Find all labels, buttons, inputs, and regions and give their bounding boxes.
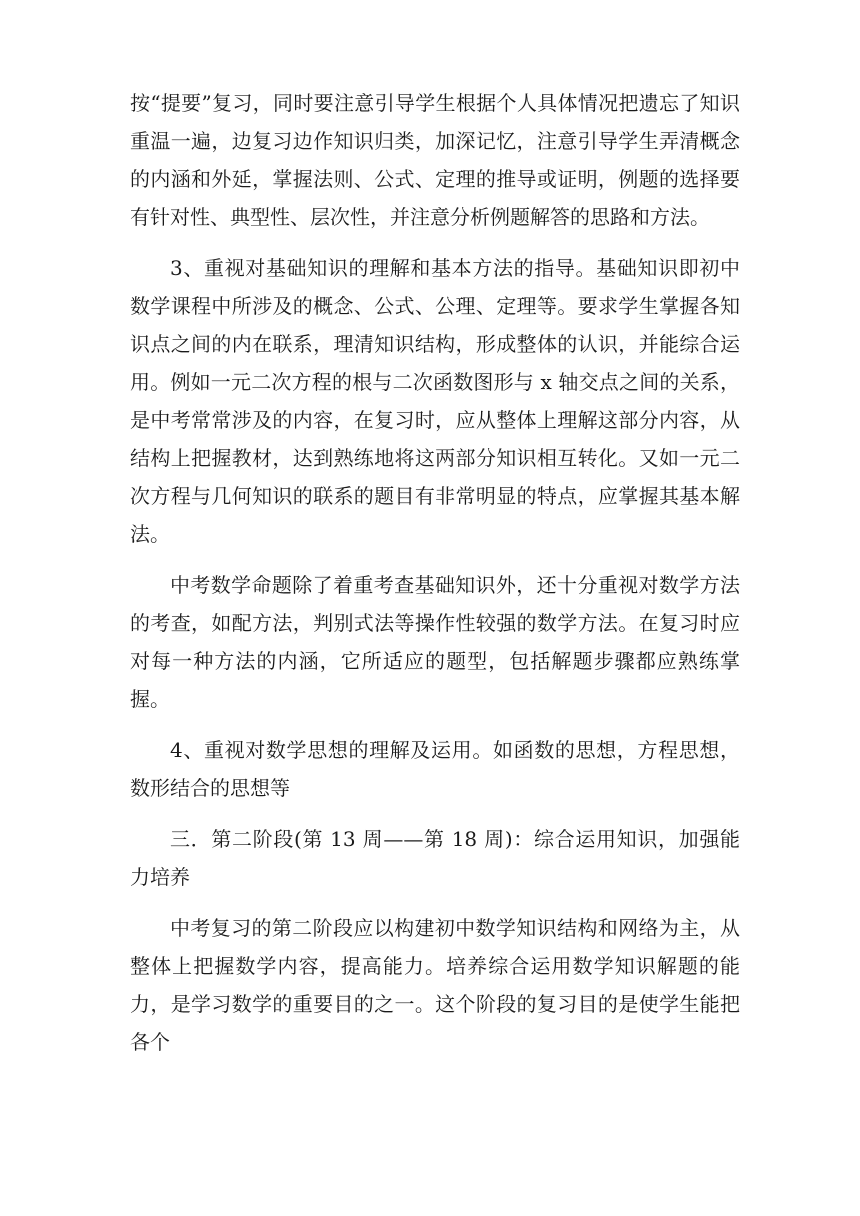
paragraph-math-methods: 中考数学命题除了着重考查基础知识外，还十分重视对数学方法的考查，如配方法，判别式法等操作性较强的数学方法。在复习时应对每一种方法的内涵，它所适应的题型，包括解题步骤都应熟练掌握。 [130, 573, 740, 711]
paragraph-stage-two-intro: 中考复习的第二阶段应以构建初中数学知识结构和网络为主，从整体上把握数学内容，提高能力。培养综合运用数学知识解题的能力，是学习数学的重要目的之一。这个阶段的复习目的是使学生能把各个 [130, 916, 740, 1054]
paragraph-basic-knowledge: 3、重视对基础知识的理解和基本方法的指导。基础知识即初中数学课程中所涉及的概念、公式、公理、定理等。要求学生掌握各知识点之间的内在联系，理清知识结构，形成整体的认识，并能综合运用。例如一元二次方程的根与二次函数图形与 x 轴交点之间的关系，是中考常常涉及的内容，在复习时，应从整体上理解这部分内容，从结构上把握教材，达到熟练地将这两部分知识相互转化。又如一元二次方程与几何知识的联系的题目有非常明显的特点，应掌握其基本解法。 [130, 256, 740, 546]
paragraph-review-guidance: 按“提要”复习，同时要注意引导学生根据个人具体情况把遗忘了知识重温一遍，边复习边作知识归类，加深记忆，注意引导学生弄清概念的内涵和外延，掌握法则、公式、定理的推导或证明，例题的选择要有针对性、典型性、层次性，并注意分析例题解答的思路和方法。 [130, 91, 740, 229]
paragraph-math-thinking: 4、重视对数学思想的理解及运用。如函数的思想，方程思想，数形结合的思想等 [130, 738, 740, 800]
section-heading-stage-two: 三．第二阶段(第 13 周——第 18 周)：综合运用知识，加强能力培养 [130, 827, 740, 889]
document-page [130, 84, 740, 1074]
